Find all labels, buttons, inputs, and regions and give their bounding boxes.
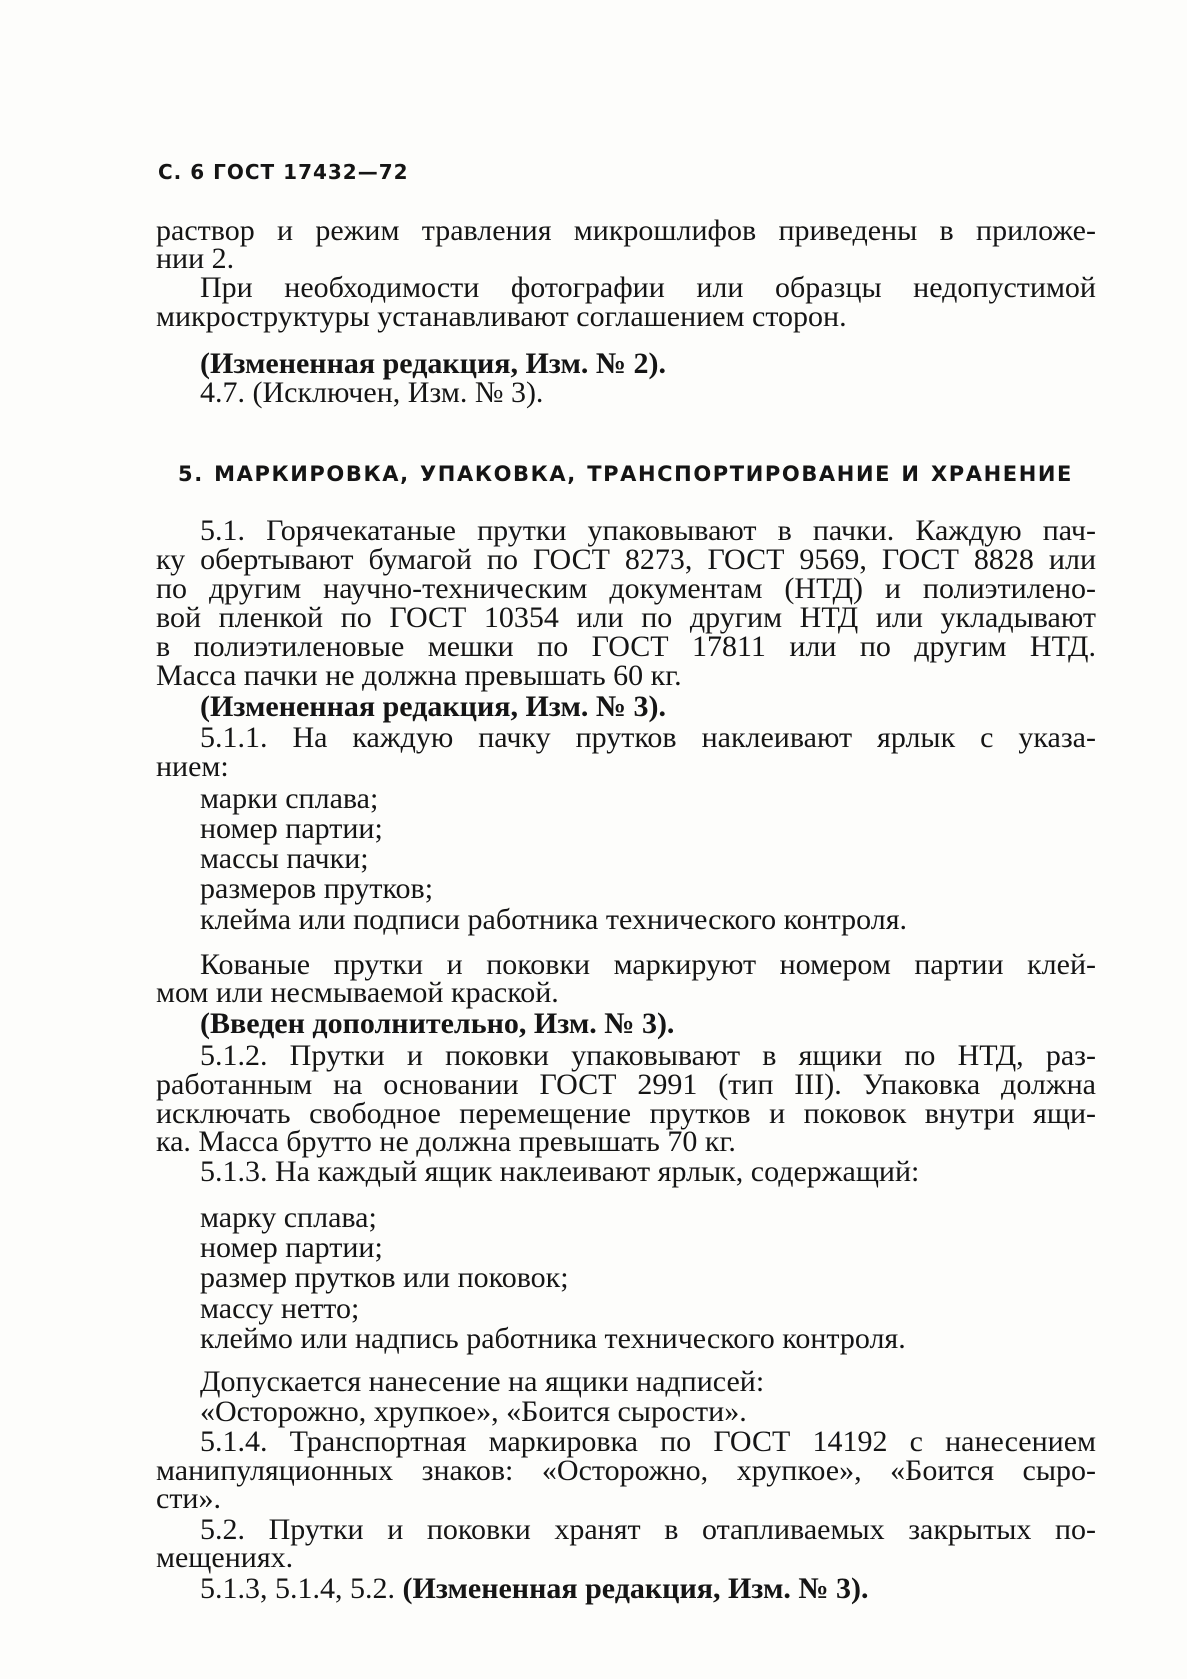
text-line: в полиэтиленовые мешки по ГОСТ 17811 или по другим НТД.	[156, 630, 1096, 663]
text-line: вой пленкой по ГОСТ 10354 или по другим НТД или укладывают	[156, 601, 1096, 634]
text-line: 5.1. Горячекатаные прутки упаковывают в пачки. Каждую пач-	[200, 514, 1096, 547]
page-header: С. 6 ГОСТ 17432—72	[158, 160, 409, 184]
list-item: клеймо или надпись работника технического контроля.	[200, 1322, 906, 1355]
list-item: размер прутков или поковок;	[200, 1261, 569, 1294]
clause-refs: 5.1.3, 5.1.4, 5.2.	[200, 1572, 403, 1605]
text-line: 5.2. Прутки и поковки хранят в отапливаемых закрытых по-	[200, 1513, 1096, 1546]
text-line: 5.1.4. Транспортная маркировка по ГОСТ 14192 с нанесением	[200, 1425, 1096, 1458]
list-item: номер партии;	[200, 1231, 383, 1264]
amendment-note: (Измененная редакция, Изм. № 2).	[200, 347, 667, 380]
amendment-line	[200, 1574, 869, 1604]
text-line: ку обертывают бумагой по ГОСТ 8273, ГОСТ 9569, ГОСТ 8828 или	[156, 543, 1096, 576]
list-item: марку сплава;	[200, 1201, 377, 1234]
text-line: нием:	[156, 750, 229, 783]
clause-excluded: 4.7. (Исключен, Изм. № 3).	[200, 376, 544, 409]
text-line: работанным на основании ГОСТ 2991 (тип III). Упаковка должна	[156, 1068, 1096, 1101]
list-item: клейма или подписи работника технического контроля.	[200, 903, 908, 936]
text-line: 5.1.2. Прутки и поковки упаковывают в ящики по НТД, раз-	[200, 1039, 1096, 1072]
amendment-note: (Измененная редакция, Изм. № 3).	[402, 1572, 869, 1605]
amendment-note: (Введен дополнительно, Изм. № 3).	[200, 1007, 675, 1040]
text-line: по другим научно-техническим документам (НТД) и полиэтилено-	[156, 572, 1096, 605]
text-line: мещениях.	[156, 1541, 294, 1574]
text-line: Масса пачки не должна превышать 60 кг.	[156, 659, 682, 692]
amendment-note: (Измененная редакция, Изм. № 3).	[200, 690, 667, 723]
text-line: микроструктуры устанавливают соглашением сторон.	[156, 300, 847, 333]
text-line: 5.1.3. На каждый ящик наклеивают ярлык, содержащий:	[200, 1155, 920, 1188]
text-line: сти».	[156, 1482, 221, 1515]
text-line: «Осторожно, хрупкое», «Боится сырости».	[200, 1395, 747, 1428]
text-line: исключать свободное перемещение прутков и поковок внутри ящи-	[156, 1097, 1096, 1130]
text-line: раствор и режим травления микрошлифов приведены в приложе-	[156, 214, 1096, 247]
text-line: Кованые прутки и поковки маркируют номером партии клей-	[200, 948, 1096, 981]
list-item: марки сплава;	[200, 782, 379, 815]
text-line: При необходимости фотографии или образцы недопустимой	[200, 271, 1096, 304]
list-item: размеров прутков;	[200, 872, 434, 905]
list-item: массы пачки;	[200, 842, 369, 875]
section-title: 5. МАРКИРОВКА, УПАКОВКА, ТРАНСПОРТИРОВАНИЕ И ХРАНЕНИЕ	[178, 462, 1073, 486]
text-line: нии 2.	[156, 242, 235, 275]
text-line: манипуляционных знаков: «Осторожно, хрупкое», «Боится сыро-	[156, 1454, 1096, 1487]
list-item: массу нетто;	[200, 1292, 360, 1325]
text-line: мом или несмываемой краской.	[156, 976, 559, 1009]
text-line: ка. Масса брутто не должна превышать 70 кг.	[156, 1125, 736, 1158]
text-line: Допускается нанесение на ящики надписей:	[200, 1365, 765, 1398]
list-item: номер партии;	[200, 812, 383, 845]
text-line: 5.1.1. На каждую пачку прутков наклеивают ярлык с указа-	[200, 721, 1096, 754]
